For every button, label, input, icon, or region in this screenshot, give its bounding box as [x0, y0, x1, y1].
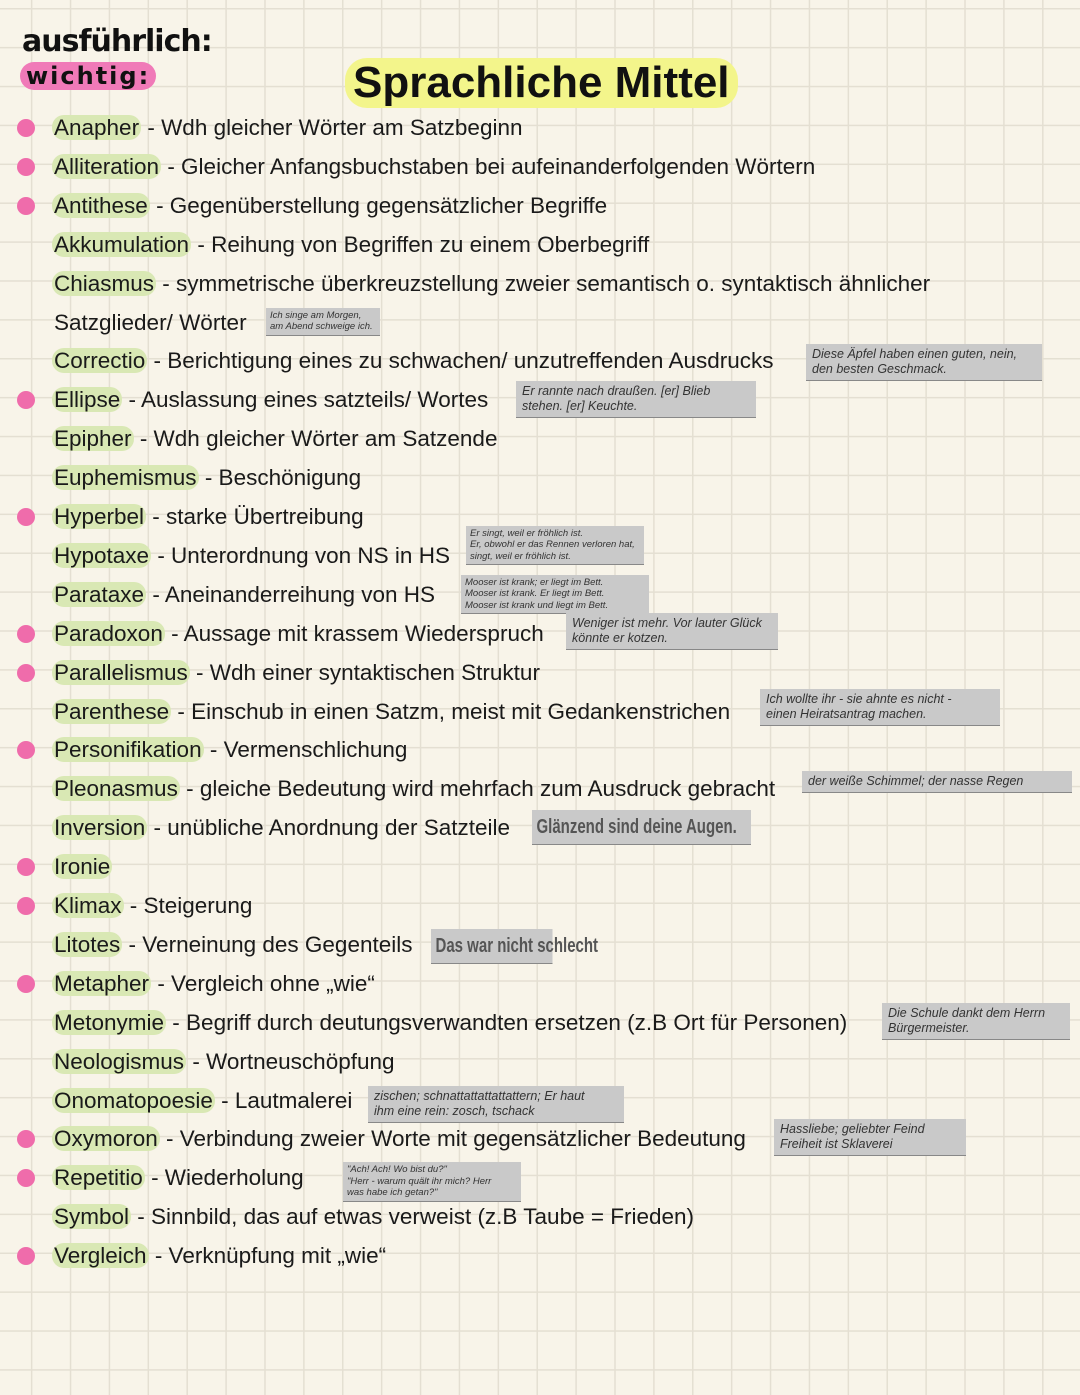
- term-row: [54, 774, 775, 804]
- term-name: Ellipse: [54, 387, 121, 413]
- important-bullet-icon: [17, 975, 35, 993]
- term-definition: - Wdh gleicher Wörter am Satzende: [133, 426, 498, 452]
- term-row: [54, 424, 497, 454]
- term-definition: Satzglieder/ Wörter: [54, 309, 247, 335]
- important-bullet-icon: [17, 1247, 35, 1265]
- example-clipping: Mooser ist krank; er liegt im Bett. Mooser ist krank. Er liegt im Bett. Mooser ist krank und liegt im Bett.: [461, 575, 649, 614]
- term-name: Oxymoron: [54, 1126, 158, 1152]
- term-definition: - Verknüpfung mit „wie“: [148, 1243, 387, 1269]
- legend-detailed-label: ausführlich:: [22, 24, 212, 59]
- example-clipping: der weiße Schimmel; der nasse Regen: [802, 771, 1072, 792]
- important-bullet-icon: [17, 664, 35, 682]
- example-clipping: Das war nicht schlecht: [431, 929, 553, 963]
- term-name: Anapher: [54, 115, 140, 140]
- term-name: Hypotaxe: [54, 542, 150, 568]
- page-title: Sprachliche Mittel: [345, 58, 738, 108]
- term-row: [54, 619, 544, 649]
- term-name: Parataxe: [54, 581, 145, 607]
- term-name: Correctio: [54, 348, 146, 374]
- term-row: [54, 930, 413, 960]
- term-definition: - gleiche Bedeutung wird mehrfach zum Ausdruck gebracht: [179, 776, 776, 802]
- term-definition: - Reihung von Begriffen zu einem Oberbegriff: [191, 231, 650, 257]
- term-name: Neologismus: [54, 1048, 185, 1074]
- term-row: [54, 969, 375, 999]
- term-row: [54, 230, 649, 260]
- term-name: Hyperbel: [54, 504, 145, 529]
- example-clipping: Hassliebe; geliebter Feind Freiheit ist Sklaverei: [774, 1119, 966, 1155]
- term-row: [54, 697, 730, 727]
- term-definition: - Einschub in einen Satzm, meist mit Gedankenstrichen: [171, 698, 731, 724]
- term-name: Metonymie: [54, 1009, 165, 1035]
- term-row: [54, 541, 450, 571]
- important-bullet-icon: [17, 625, 35, 643]
- term-row: [54, 1047, 395, 1077]
- term-definition: - Gleicher Anfangsbuchstaben bei aufeinanderfolgenden Wörtern: [161, 153, 816, 179]
- term-definition: - Beschönigung: [198, 465, 362, 491]
- important-bullet-icon: [17, 1169, 35, 1187]
- term-row: [54, 1008, 847, 1038]
- term-name: Metapher: [54, 970, 150, 996]
- important-bullet-icon: [17, 1130, 35, 1148]
- term-name: Epipher: [54, 426, 132, 452]
- term-row: [54, 502, 364, 532]
- term-row: [54, 346, 774, 376]
- important-bullet-icon: [17, 391, 35, 409]
- term-row: [54, 113, 522, 143]
- term-name: Inversion: [54, 815, 146, 841]
- term-definition: - symmetrische überkreuzstellung zweier semantisch o. syntaktisch ähnlicher: [156, 270, 931, 296]
- term-row: [54, 1202, 694, 1232]
- important-bullet-icon: [17, 741, 35, 759]
- term-name: Chiasmus: [54, 270, 155, 296]
- term-name: Pleonasmus: [54, 776, 178, 802]
- term-row: [54, 1241, 386, 1271]
- example-clipping: Die Schule dankt dem Herrn Bürgermeister.: [882, 1003, 1070, 1039]
- important-bullet-icon: [17, 897, 35, 915]
- important-bullet-icon: [17, 508, 35, 526]
- term-definition: - Lautmalerei: [214, 1087, 353, 1113]
- term-definition: - unübliche Anordnung der Satzteile: [147, 815, 511, 841]
- term-row: [54, 658, 540, 688]
- term-row: [54, 580, 435, 610]
- term-definition: - Begriff durch deutungsverwandten ersetzen (z.B Ort für Personen): [166, 1009, 848, 1035]
- term-definition: - starke Übertreibung: [146, 504, 364, 529]
- term-name: Antithese: [54, 192, 148, 218]
- term-name: Paradoxon: [54, 620, 163, 646]
- example-clipping: Ich wollte ihr - sie ahnte es nicht - einen Heiratsantrag machen.: [760, 689, 1000, 725]
- term-row: [54, 152, 815, 182]
- term-definition: - Auslassung eines satzteils/ Wortes: [122, 387, 489, 413]
- term-row: [54, 891, 252, 921]
- term-definition: - Steigerung: [123, 893, 253, 918]
- example-clipping: Er singt, weil er fröhlich ist. Er, obwohl er das Rennen verloren hat, singt, weil er fröhlich ist.: [466, 526, 644, 565]
- term-definition: - Wiederholung: [144, 1165, 304, 1191]
- term-name: Onomatopoesie: [54, 1087, 213, 1113]
- term-row: [54, 1086, 352, 1116]
- term-name: Klimax: [54, 893, 122, 918]
- term-row: [54, 463, 361, 493]
- example-clipping: zischen; schnattattattattattern; Er haut ihm eine rein: zosch, tschack: [368, 1086, 624, 1122]
- term-definition: - Unterordnung von NS in HS: [151, 542, 450, 568]
- term-row: [54, 1124, 746, 1154]
- example-clipping: Weniger ist mehr. Vor lauter Glück könnte er kotzen.: [566, 613, 778, 649]
- important-bullet-icon: [17, 858, 35, 876]
- term-definition: - Aussage mit krassem Wiederspruch: [164, 620, 544, 646]
- term-definition: - Vermenschlichung: [203, 737, 408, 763]
- term-row: [54, 735, 407, 765]
- important-bullet-icon: [17, 119, 35, 137]
- term-name: Parallelismus: [54, 659, 188, 685]
- legend-important-label: wichtig:: [20, 62, 156, 90]
- term-row: [54, 191, 607, 221]
- term-row: [54, 385, 488, 415]
- example-clipping: Glänzend sind deine Augen.: [532, 810, 751, 844]
- term-name: Symbol: [54, 1204, 130, 1230]
- term-definition: - Gegenüberstellung gegensätzlicher Begriffe: [149, 192, 608, 218]
- important-bullet-icon: [17, 197, 35, 215]
- term-row: [54, 1163, 304, 1193]
- term-row: [54, 813, 510, 843]
- term-name: Litotes: [54, 931, 121, 957]
- term-name: Parenthese: [54, 698, 170, 724]
- term-row: [54, 852, 112, 882]
- term-definition: - Sinnbild, das auf etwas verweist (z.B Taube = Frieden): [131, 1204, 695, 1230]
- term-definition: - Vergleich ohne „wie“: [151, 970, 375, 996]
- example-clipping: "Ach! Ach! Wo bist du?" "Herr - warum quält ihr mich? Herr was habe ich getan?": [343, 1162, 521, 1201]
- term-definition: - Wdh einer syntaktischen Struktur: [189, 659, 540, 685]
- term-definition: - Verbindung zweier Worte mit gegensätzlicher Bedeutung: [159, 1126, 746, 1152]
- term-row: [54, 269, 930, 299]
- term-name: Personifikation: [54, 737, 202, 763]
- term-definition: - Wortneuschöpfung: [186, 1048, 395, 1074]
- term-name: Alliteration: [54, 153, 160, 179]
- term-definition: - Berichtigung eines zu schwachen/ unzutreffenden Ausdrucks: [147, 348, 774, 374]
- term-name: Euphemismus: [54, 465, 197, 491]
- term-row: [54, 308, 247, 338]
- term-definition: - Wdh gleicher Wörter am Satzbeginn: [141, 115, 523, 140]
- example-clipping: Ich singe am Morgen, am Abend schweige ich.: [266, 308, 380, 335]
- term-name: Akkumulation: [54, 231, 190, 257]
- term-name: Vergleich: [54, 1243, 147, 1269]
- example-clipping: Er rannte nach draußen. [er] Blieb stehen. [er] Keuchte.: [516, 381, 756, 417]
- term-definition: - Aneinanderreihung von HS: [146, 581, 436, 607]
- term-definition: - Verneinung des Gegenteils: [122, 931, 413, 957]
- example-clipping: Diese Äpfel haben einen guten, nein, den besten Geschmack.: [806, 344, 1042, 380]
- term-name: Repetitio: [54, 1165, 143, 1191]
- important-bullet-icon: [17, 158, 35, 176]
- term-name: Ironie: [54, 854, 111, 880]
